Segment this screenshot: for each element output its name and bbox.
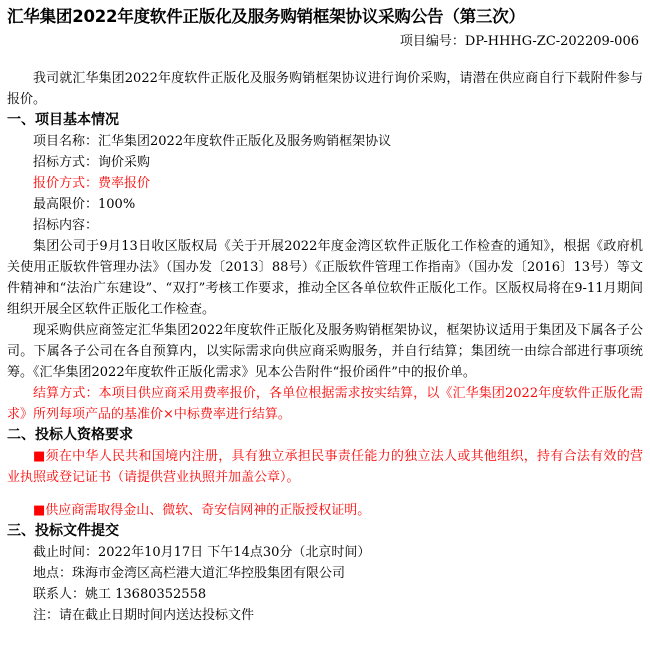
quote-method: 报价方式：费率报价 (33, 176, 151, 191)
submission-deadline: 截止时间：2022年10月17日 下午14点30分（北京时间） (33, 545, 371, 560)
content-label: 招标内容： (33, 218, 99, 233)
contact-person: 联系人：姚工 13680352558 (33, 587, 207, 602)
submission-note: 注：请在截止日期时间内送达投标文件 (33, 608, 255, 623)
qualification-requirement-2: ■供应商需取得金山、微软、奇安信网神的正版授权证明。 (33, 503, 371, 518)
max-price: 最高限价：100% (33, 197, 136, 212)
content-paragraph-1: 集团公司于9月13日收区版权局《关于开展2022年度金湾区软件正版化工作检查的通知》，根据《政府机关使用正版软件管理办法》（国办发〔2013〕88号）《正版软件管理工作指南》（国办发〔2016〕13号）等文件精神和“法治广东建设”、“双打”考核工作要求，推动全区各单位软件正版化工作。区版权局将在9-11月期间组织开展全区软件正版化工作检查。 (7, 239, 643, 317)
settlement-paragraph: 结算方式：本项目供应商采用费率报价，各单位根据需求按实结算，以《汇华集团2022年度软件正版化需求》所列每项产品的基准价×中标费率进行结算。 (7, 386, 643, 422)
bid-method: 招标方式：询价采购 (33, 155, 151, 170)
project-name: 项目名称：汇华集团2022年度软件正版化及服务购销框架协议 (33, 134, 392, 149)
intro-paragraph: 我司就汇华集团2022年度软件正版化及服务购销框架协议进行询价采购，请潜在供应商自行下载附件参与报价。 (7, 71, 643, 107)
content-paragraph-2: 现采购供应商签定汇华集团2022年度软件正版化及服务购销框架协议，框架协议适用于集团及下属各子公司。下属各子公司在各自预算内，以实际需求向供应商采购服务，并自行结算；集团统一由综合部进行事项统筹。《汇华集团2022年度软件正版化需求》见本公告附件“报价函件”中的报价单。 (7, 323, 643, 380)
section-heading-qualifications: 二、投标人资格要求 (7, 427, 133, 443)
qualification-requirement-1: ■须在中华人民共和国境内注册，具有独立承担民事责任能力的独立法人或其他组织，持有合法有效的营业执照或登记证书（请提供营业执照并加盖公章）。 (7, 449, 643, 485)
section-heading-basic-info: 一、项目基本情况 (7, 112, 119, 128)
page-title: 汇华集团2022年度软件正版化及服务购销框架协议采购公告（第三次） (7, 7, 525, 26)
project-number: 项目编号：DP-HHHG-ZC-202209-006 (399, 34, 639, 49)
section-heading-submission: 三、投标文件提交 (7, 523, 119, 539)
submission-location: 地点：珠海市金湾区高栏港大道汇华控股集团有限公司 (33, 566, 346, 581)
